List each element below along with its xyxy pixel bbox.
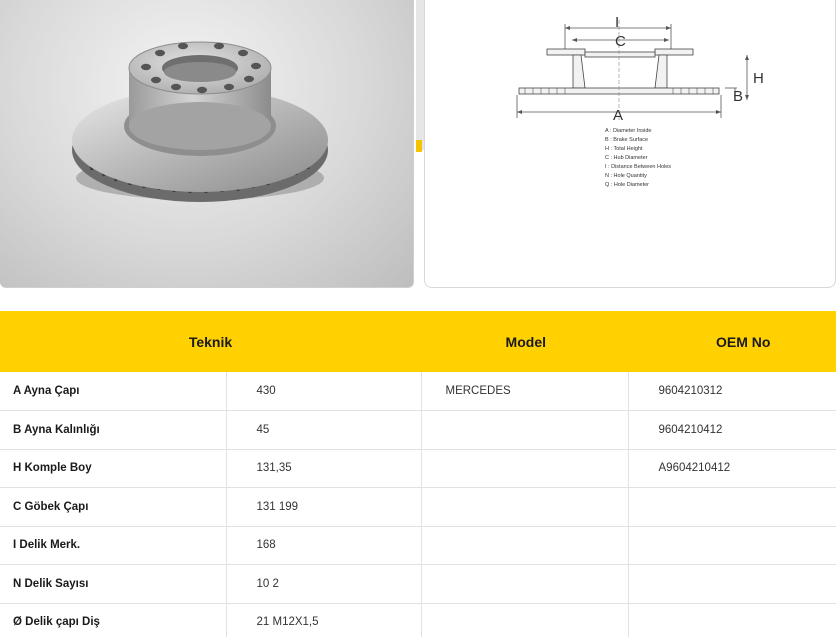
oem-cell xyxy=(628,526,836,565)
oem-cell xyxy=(628,565,836,604)
table-row xyxy=(0,603,836,637)
legend-brake-surface: B : Brake Surface xyxy=(605,137,649,143)
dimension-label-i: I xyxy=(615,14,620,31)
legend-distance-between-holes: I : Distance Between Holes xyxy=(605,164,672,170)
header-teknik: Teknik xyxy=(188,333,233,350)
product-photo xyxy=(0,0,414,288)
technical-drawing xyxy=(424,0,836,288)
legend-hole-quantity: N : Hole Quantity xyxy=(605,173,647,179)
model-cell xyxy=(421,526,628,565)
legend-hub-diameter: C : Hub Diameter xyxy=(605,155,648,161)
brake-disc-image xyxy=(0,0,414,288)
oem-cell: A9604210412 xyxy=(658,462,731,475)
model-cell: MERCEDES xyxy=(421,372,628,411)
disc-cross-section-diagram xyxy=(425,0,836,288)
legend-hole-diameter: Q : Hole Diameter xyxy=(605,182,650,188)
model-cell xyxy=(421,449,628,488)
param-value: 45 xyxy=(226,411,421,450)
param-label: A Ayna Çapı xyxy=(0,372,226,411)
param-label: C Göbek Çapı xyxy=(0,488,226,527)
accent-marker xyxy=(416,140,422,152)
table-row xyxy=(0,565,836,604)
table-row xyxy=(0,526,836,565)
dimension-label-h: H xyxy=(753,70,764,87)
param-value: 168 xyxy=(226,526,421,565)
dimension-label-c: C xyxy=(615,33,626,50)
param-value: 131,35 xyxy=(226,449,421,488)
header-model: Model xyxy=(505,333,546,350)
oem-cell: 9604210412 xyxy=(658,423,723,436)
model-cell xyxy=(421,411,628,450)
dimension-label-a: A xyxy=(613,107,624,124)
legend-diameter-inside: A : Diameter Inside xyxy=(605,128,652,134)
param-label: H Komple Boy xyxy=(0,449,226,488)
model-cell xyxy=(421,603,628,637)
table-row xyxy=(0,411,836,450)
header-oem-no: OEM No xyxy=(716,333,771,350)
param-label: N Delik Sayısı xyxy=(0,565,226,604)
legend-total-height: H : Total Height xyxy=(605,146,643,152)
param-label: B Ayna Kalınlığı xyxy=(0,411,226,450)
param-label: I Delik Merk. xyxy=(0,526,226,565)
table-header-row xyxy=(0,311,836,372)
oem-cell xyxy=(628,488,836,527)
dimension-label-b: B xyxy=(733,88,744,105)
specification-table xyxy=(0,311,836,637)
oem-cell: 9604210312 xyxy=(658,385,723,397)
param-value: 21 M12X1,5 xyxy=(226,603,421,637)
model-cell xyxy=(421,565,628,604)
model-cell xyxy=(421,488,628,527)
table-row xyxy=(0,449,836,488)
table-row xyxy=(0,372,836,411)
panel-divider xyxy=(416,0,424,150)
param-value: 131 199 xyxy=(226,488,421,527)
oem-cell xyxy=(628,603,836,637)
param-value: 10 2 xyxy=(226,565,421,604)
table-row xyxy=(0,488,836,527)
param-value: 430 xyxy=(226,372,421,411)
param-label: Ø Delik çapı Diş xyxy=(0,603,226,637)
